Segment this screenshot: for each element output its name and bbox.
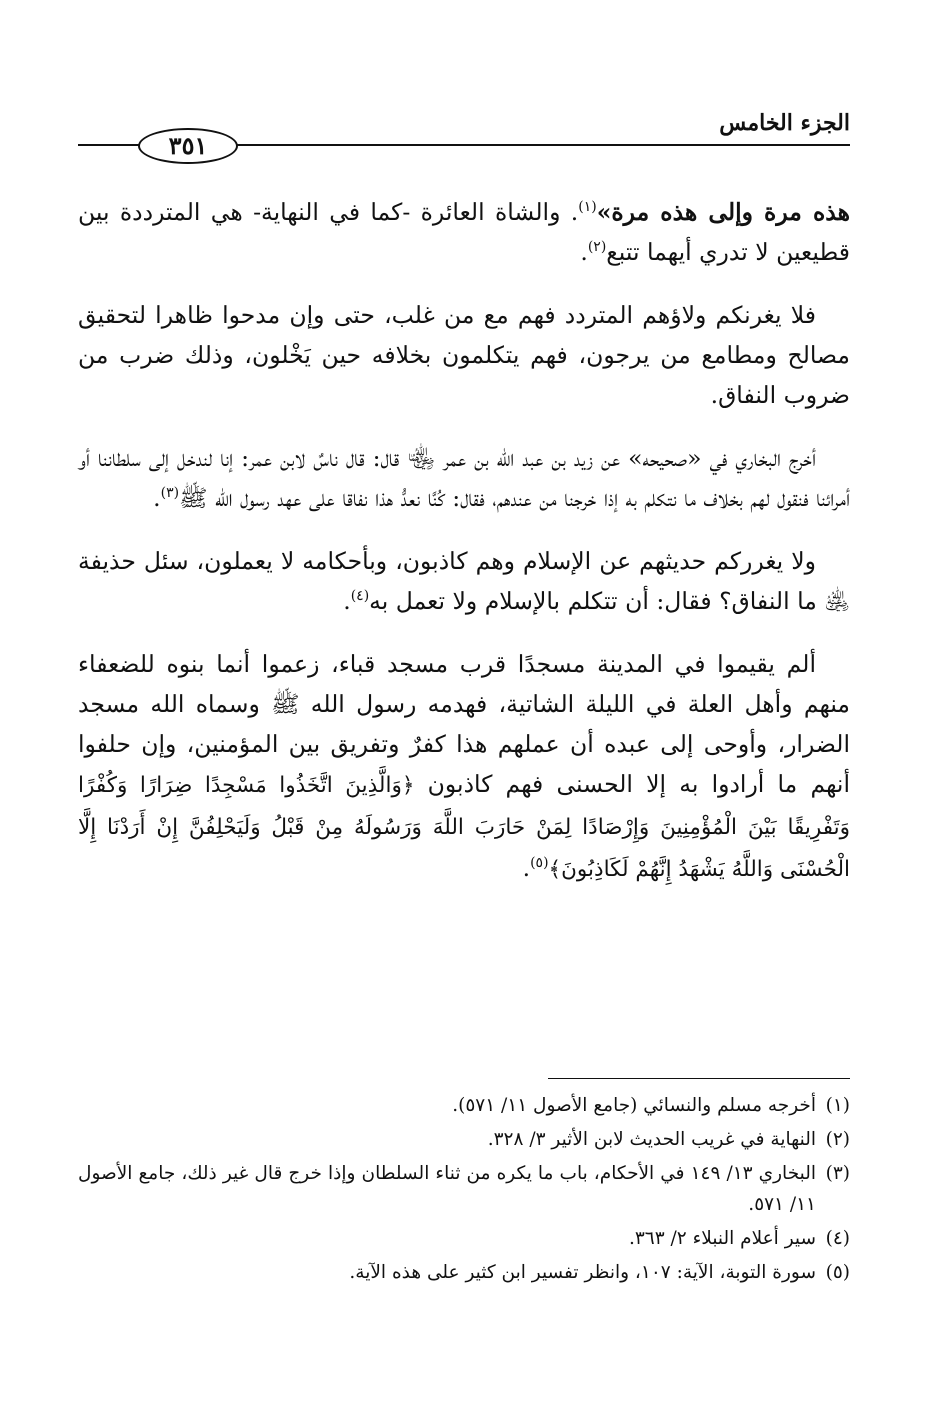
footnote-1 (78, 1090, 850, 1121)
footnote-ref-5: (٥) (530, 855, 549, 872)
footnotes (78, 1090, 850, 1291)
running-title: الجزء الخامس (719, 110, 850, 136)
paragraph-1 (78, 192, 850, 272)
footnote-text: سير أعلام النبلاء ٢/ ٣٦٣. (628, 1228, 816, 1249)
paragraph-1-text: . والشاة العائرة -كما في النهاية- هي المترددة بين قطيعين لا تدري أيهما تتبع (78, 198, 850, 266)
footnote-ref-4: (٤) (350, 588, 370, 605)
footnote-4 (78, 1223, 850, 1254)
paragraph-2: فلا يغرنكم ولاؤهم المتردد فهم مع من غلب، حتى وإن مدحوا ظاهرا لتحقيق مصالح ومطامع من يرجون، فهم يتكلمون بخلافه حين يَخْلون، وذلك ضرب من ضروب النفاق. (78, 301, 850, 409)
paragraph-5 (78, 644, 850, 890)
paragraph-4-text: ولا يغرركم حديثهم عن الإسلام وهم كاذبون، وبأحكامه لا يعملون، سئل حذيفة ﵁ ما النفاق؟ فقال: أن تتكلم بالإسلام ولا تعمل به (78, 547, 850, 615)
footnote-ref-1: (١) (578, 199, 597, 216)
quran-verse: ﴿وَالَّذِينَ اتَّخَذُوا مَسْجِدًا ضِرَارًا وَكُفْرًا وَتَفْرِيقًا بَيْنَ الْمُؤْمِنِينَ وَإِرْصَادًا لِمَنْ حَارَبَ اللَّهَ وَرَسُولَهُ مِنْ قَبْلُ وَلَيَحْلِفُنَّ إِنْ أَرَدْنَا إِلَّا الْحُسْنَى وَاللَّهُ يَشْهَدُ إِنَّهُمْ لَكَاذِبُونَ﴾ (78, 773, 850, 882)
page-header (78, 100, 850, 180)
paragraph-4-end: . (343, 587, 351, 615)
paragraph-3 (78, 438, 850, 518)
footnote-number: (٣) (825, 1163, 850, 1184)
paragraph-1-end: . (580, 238, 588, 266)
footnote-text: أخرجه مسلم والنسائي (جامع الأصول ١١/ ٥٧١). (452, 1095, 816, 1116)
main-text (78, 192, 850, 913)
footnote-text: سورة التوبة، الآية: ١٠٧، وانظر تفسير ابن كثير على هذه الآية. (349, 1262, 816, 1283)
footnote-3 (78, 1158, 850, 1220)
footnote-number: (٥) (825, 1262, 850, 1283)
paragraph-4 (78, 541, 850, 621)
paragraph-3-end: . (153, 484, 161, 512)
paragraph-5-text: ألم يقيموا في المدينة مسجدًا قرب مسجد قباء، زعموا أنما بنوه للضعفاء منهم وأهل العلة في الليلة الشاتية، فهدمه رسول الله ﷺ وسماه الله مسجد الضرار، وأوحى إلى عبده أن عملهم هذا كفرٌ وتفريق بين المؤمنين، وإن حلفوا أنهم ما أرادوا به إلا الحسنى فهم كاذبون (78, 650, 850, 798)
hadith-quote: هذه مرة وإلى هذه مرة» (596, 198, 850, 226)
page-number: ٣٥١ (138, 128, 238, 164)
footnote-number: (٢) (825, 1129, 850, 1150)
footnote-text: النهاية في غريب الحديث لابن الأثير ٣/ ٣٢٨. (487, 1129, 816, 1150)
footnote-number: (١) (825, 1095, 850, 1116)
footnote-separator (548, 1078, 850, 1079)
footnote-text: البخاري ١٣/ ١٤٩ في الأحكام، باب ما يكره من ثناء السلطان وإذا خرج قال غير ذلك، جامع الأصول ١١/ ٥٧١. (78, 1163, 816, 1215)
footnote-ref-2: (٢) (587, 239, 607, 256)
footnote-ref-3: (٣) (160, 485, 180, 502)
footnote-number: (٤) (825, 1228, 850, 1249)
paragraph-3-text: أخرج البخاري في «صحيحه» عن زيد بن عبد الله بن عمر ﵄ قال: قال ناسٌ لابن عمر: إنا لندخل إلى سلطاننا أو أمرائنا فنقول لهم بخلاف ما نتكلم به إذا خرجنا من عندهم، فقال: كُنَّا نعدُّ هذا نفاقا على عهد رسول الله ﷺ (78, 444, 850, 512)
footnote-5 (78, 1257, 850, 1288)
paragraph-5-end: . (522, 854, 531, 882)
footnote-2 (78, 1124, 850, 1155)
